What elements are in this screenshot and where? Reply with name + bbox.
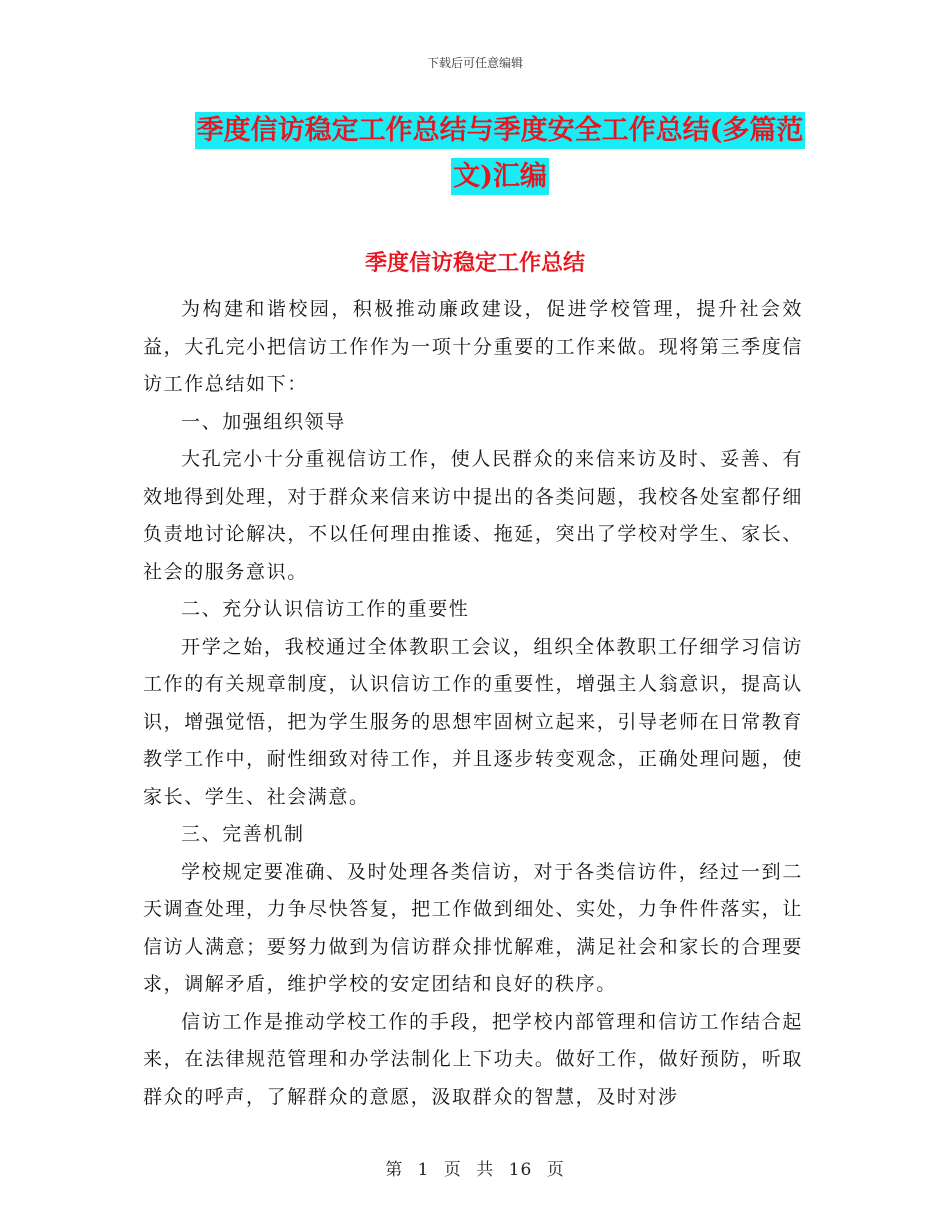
document-title-line-2: 文)汇编 — [451, 158, 549, 195]
paragraph-heading: 三、完善机制 — [181, 823, 305, 845]
document-title-line-1: 季度信访稳定工作总结与季度安全工作总结(多篇范 — [195, 112, 806, 149]
document-title — [180, 108, 820, 200]
footer-prefix: 第 — [385, 1160, 404, 1180]
paragraph: 大孔完小十分重视信访工作，使人民群众的来信来访及时、妥善、有效地得到处理，对于群众来信来访中提出的各类问题，我校各处室都仔细负责地讨论解决，不以任何理由推诿、拖延，突出了学校对学生、家长、社会的服务意识。 — [143, 448, 803, 583]
footer-page-number: 1 — [417, 1160, 430, 1180]
paragraph-heading: 二、充分认识信访工作的重要性 — [181, 598, 470, 620]
paragraph: 开学之始，我校通过全体教职工会议，组织全体教职工仔细学习信访工作的有关规章制度，认识信访工作的重要性，增强主人翁意识，提高认识，增强觉悟，把为学生服务的思想牢固树立起来，引导老师在日常教育教学工作中，耐性细致对待工作，并且逐步转变观念，正确处理问题，使家长、学生、社会满意。 — [143, 635, 803, 808]
footer-total-prefix: 共 — [476, 1160, 495, 1180]
body-text — [143, 291, 803, 1116]
footer-total-pages: 16 — [508, 1160, 533, 1180]
paragraph: 学校规定要准确、及时处理各类信访，对于各类信访件，经过一到二天调查处理，力争尽快答复，把工作做到细处、实处，力争件件落实，让信访人满意；要努力做到为信访群众排忧解难，满足社会和家长的合理要求，调解矛盾，维护学校的安定团结和良好的秩序。 — [143, 860, 803, 995]
paragraph: 信访工作是推动学校工作的手段，把学校内部管理和信访工作结合起来，在法律规范管理和办学法制化上下功夫。做好工作，做好预防，听取群众的呼声，了解群众的意愿，汲取群众的智慧，及时对涉 — [143, 1010, 803, 1108]
page-footer — [0, 1155, 950, 1180]
header-note: 下载后可任意编辑 — [426, 56, 523, 70]
footer-total-unit: 页 — [546, 1160, 565, 1180]
paragraph: 为构建和谐校园，积极推动廉政建设，促进学校管理，提升社会效益，大孔完小把信访工作作为一项十分重要的工作来做。现将第三季度信访工作总结如下： — [143, 298, 803, 395]
footer-page-unit: 页 — [443, 1160, 462, 1180]
section-title: 季度信访稳定工作总结 — [364, 250, 585, 276]
paragraph-heading: 一、加强组织领导 — [181, 410, 346, 433]
